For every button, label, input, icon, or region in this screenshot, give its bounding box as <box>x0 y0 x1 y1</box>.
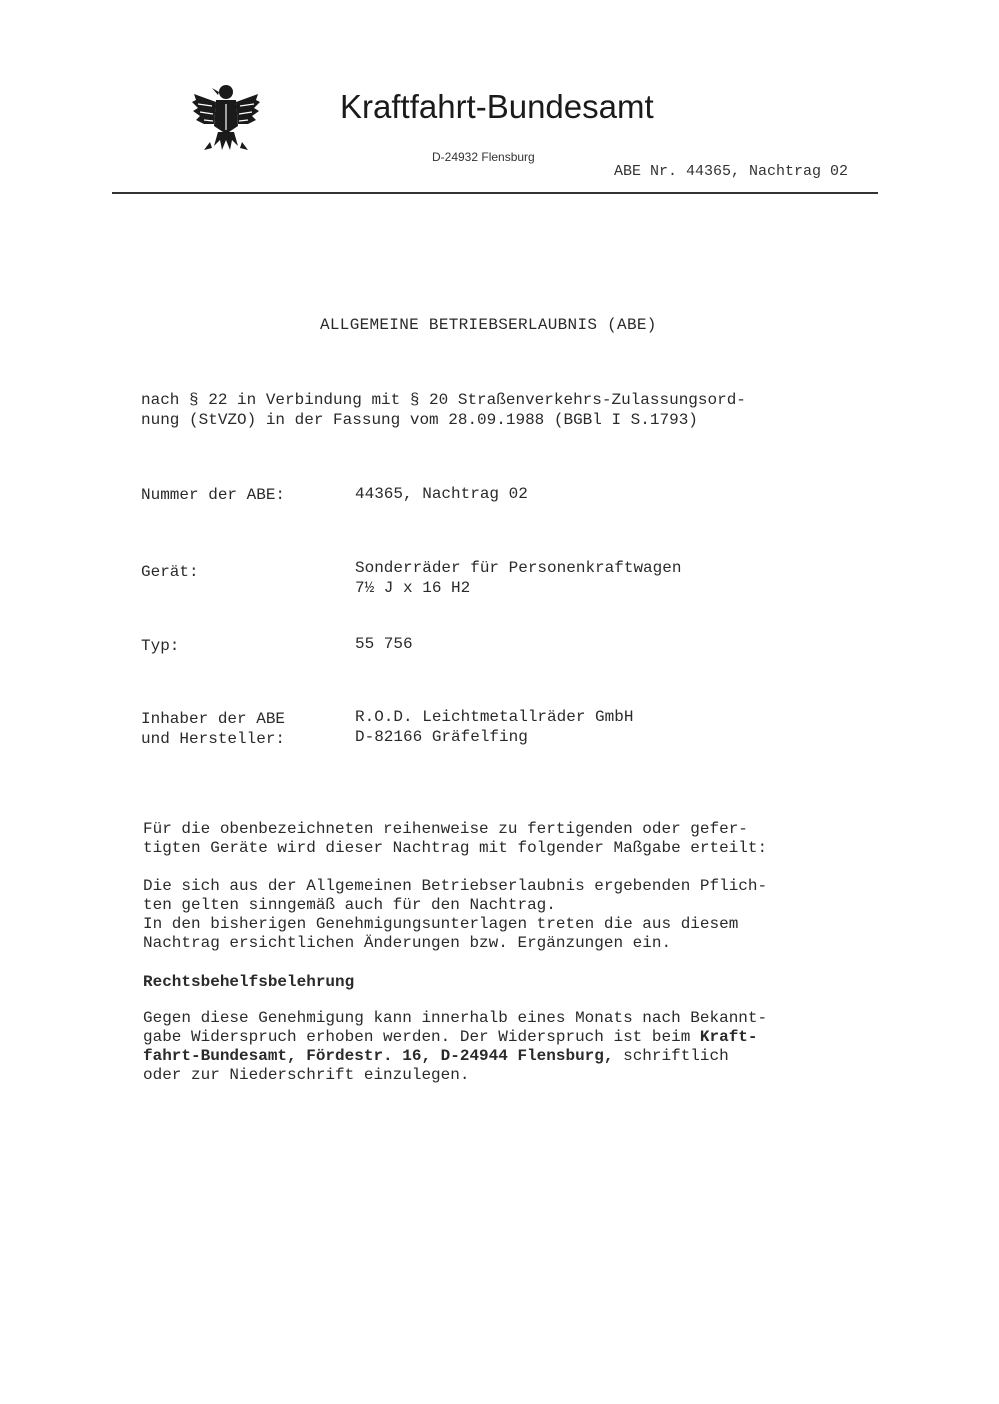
legal-basis-line: nung (StVZO) in der Fassung vom 28.09.1988 (BGBl I S.1793) <box>141 411 698 429</box>
organization-name: Kraftfahrt-Bundesamt <box>340 88 654 125</box>
remedy-text: gabe Widerspruch erhoben werden. Der Widerspruch ist beim <box>143 1028 700 1046</box>
paragraph-line: Die sich aus der Allgemeinen Betriebserlaubnis ergebenden Pflich- <box>143 877 768 895</box>
holder-value-line: R.O.D. Leichtmetallräder GmbH <box>355 708 634 726</box>
organization-address: D-24932 Flensburg <box>432 150 535 164</box>
paragraph-obligations <box>143 877 767 953</box>
paragraph-remedy <box>143 1009 767 1085</box>
remedy-address-bold: fahrt-Bundesamt, Fördestr. 16, D-24944 Flensburg, <box>143 1047 614 1065</box>
paragraph-line: Nachtrag ersichtlichen Änderungen bzw. Ergänzungen ein. <box>143 934 672 952</box>
federal-eagle-icon <box>190 80 262 154</box>
holder-value-line: D-82166 Gräfelfing <box>355 728 528 746</box>
abe-number-value: 44365, Nachtrag 02 <box>355 485 528 503</box>
paragraph-line <box>143 1028 767 1047</box>
paragraph-line: Für die obenbezeichneten reihenweise zu fertigenden oder gefer- <box>143 820 748 838</box>
holder-label <box>141 709 285 749</box>
legal-basis-line: nach § 22 in Verbindung mit § 20 Straßenverkehrs-Zulassungsord- <box>141 391 746 409</box>
device-value <box>355 558 681 598</box>
holder-label-line: und Hersteller: <box>141 730 286 748</box>
document-reference: ABE Nr. 44365, Nachtrag 02 <box>614 163 849 180</box>
paragraph-line <box>143 1047 767 1066</box>
paragraph-line: Gegen diese Genehmigung kann innerhalb eines Monats nach Bekannt- <box>143 1009 768 1027</box>
abe-number-label: Nummer der ABE: <box>141 486 286 504</box>
remedy-text: schriftlich <box>613 1047 729 1065</box>
device-label: Gerät: <box>141 563 199 581</box>
document-title: ALLGEMEINE BETRIEBSERLAUBNIS (ABE) <box>320 316 657 334</box>
remedy-heading: Rechtsbehelfsbelehrung <box>143 973 355 991</box>
holder-value <box>355 707 633 747</box>
type-value: 55 756 <box>355 635 413 653</box>
device-value-line: Sonderräder für Personenkraftwagen <box>355 559 682 577</box>
paragraph-line: tigten Geräte wird dieser Nachtrag mit folgender Maßgabe erteilt: <box>143 839 768 857</box>
paragraph-grant <box>143 820 767 858</box>
paragraph-line: In den bisherigen Genehmigungsunterlagen treten die aus diesem <box>143 915 739 933</box>
holder-label-line: Inhaber der ABE <box>141 710 286 728</box>
paragraph-line: ten gelten sinngemäß auch für den Nachtrag. <box>143 896 556 914</box>
paragraph-line: oder zur Niederschrift einzulegen. <box>143 1066 470 1084</box>
device-value-line: 7½ J x 16 H2 <box>355 579 471 597</box>
type-label: Typ: <box>141 637 180 655</box>
header-divider <box>112 192 878 194</box>
remedy-address-bold: Kraft- <box>699 1028 758 1046</box>
legal-basis <box>141 390 746 430</box>
